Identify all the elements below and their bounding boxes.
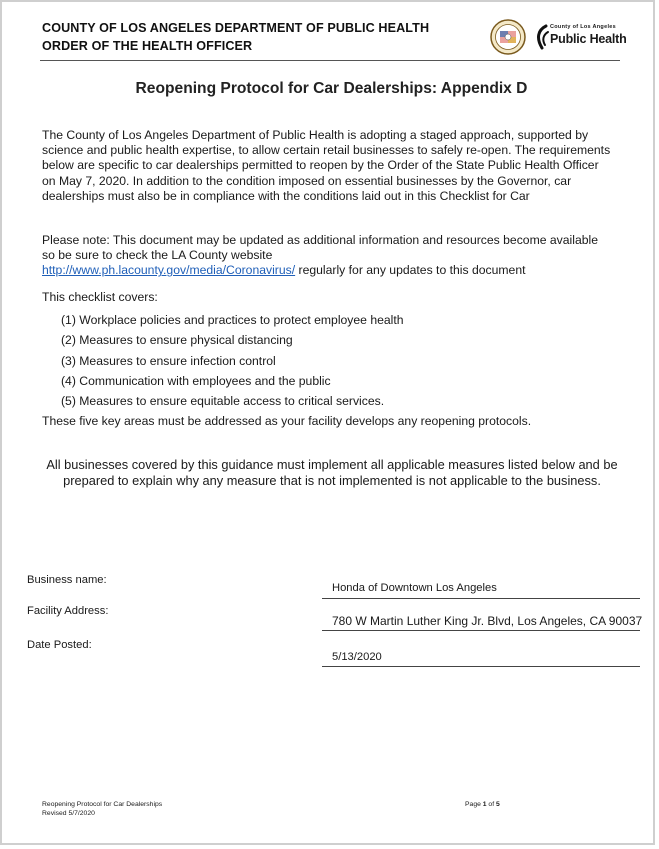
public-health-logo xyxy=(534,20,627,54)
list-item: (5) Measures to ensure equitable access to critical services. xyxy=(61,394,385,409)
list-item: (2) Measures to ensure physical distancing xyxy=(61,333,293,348)
business-name-label: Business name: xyxy=(27,574,107,586)
facility-address-underline xyxy=(322,630,640,631)
checklist-areas xyxy=(61,313,404,414)
la-county-website-link[interactable]: http://www.ph.lacounty.gov/media/Coronavirus/ xyxy=(42,263,296,278)
date-posted-label: Date Posted: xyxy=(27,639,92,651)
page-of: of xyxy=(486,801,496,808)
page-title: Reopening Protocol for Car Dealerships: Appendix D xyxy=(135,80,528,97)
key-areas-text: These five key areas must be addressed as your facility develops any reopening protocols. xyxy=(42,414,532,428)
covers-intro: This checklist covers: xyxy=(42,290,158,304)
date-posted-field[interactable]: 5/13/2020 xyxy=(332,651,382,663)
business-name-underline xyxy=(322,598,640,599)
facility-address-field[interactable]: 780 W Martin Luther King Jr. Blvd, Los Angeles, CA 90037 xyxy=(332,614,643,628)
list-item: (4) Communication with employees and the public xyxy=(61,373,331,388)
note-paragraph xyxy=(42,233,612,279)
note-text: Please note: This document may be updated as additional information and resources become available so be sure to check the LA County website xyxy=(42,233,599,263)
logo-county-text: County of Los Angeles xyxy=(550,24,616,30)
footer-document-info xyxy=(42,800,162,818)
page-number xyxy=(465,800,500,809)
list-item: (3) Measures to ensure infection control xyxy=(61,353,276,368)
public-health-logo-icon xyxy=(534,24,550,50)
facility-address-label: Facility Address: xyxy=(27,605,109,617)
footer-doc-title: Reopening Protocol for Car Dealerships xyxy=(42,801,163,808)
compliance-notice: All businesses covered by this guidance must implement all applicable measures listed below and be prepared to explain why any measure that is not implemented is not applicable to the business. xyxy=(46,457,618,488)
logo-public-health-text: Public Health xyxy=(550,32,627,46)
page-prefix: Page xyxy=(465,801,483,808)
county-seal-icon xyxy=(490,19,526,55)
header-divider xyxy=(40,60,620,61)
page-total: 5 xyxy=(496,801,500,808)
intro-paragraph: The County of Los Angeles Department of Public Health is adopting a staged approach, supported by science and public health expertise, to allow certain retail businesses to safely re-open. The requirements below are specific to car dealerships permitted to reopen by the Order of the State Public Health Officer on May 7, 2020. In addition to the condition imposed on essential businesses by the Governor, car dealerships must also be in compliance with the conditions laid out in this Checklist for Car xyxy=(42,128,611,203)
header-order: ORDER OF THE HEALTH OFFICER xyxy=(42,39,253,53)
page-current: 1 xyxy=(482,801,487,808)
note-suffix: regularly for any updates to this document xyxy=(295,263,526,278)
business-name-field[interactable]: Honda of Downtown Los Angeles xyxy=(332,582,497,594)
header-department: COUNTY OF LOS ANGELES DEPARTMENT OF PUBLIC HEALTH xyxy=(42,21,430,35)
date-posted-underline xyxy=(322,666,640,667)
list-item: (1) Workplace policies and practices to protect employee health xyxy=(61,313,404,327)
footer-revised-date: Revised 5/7/2020 xyxy=(42,810,95,817)
